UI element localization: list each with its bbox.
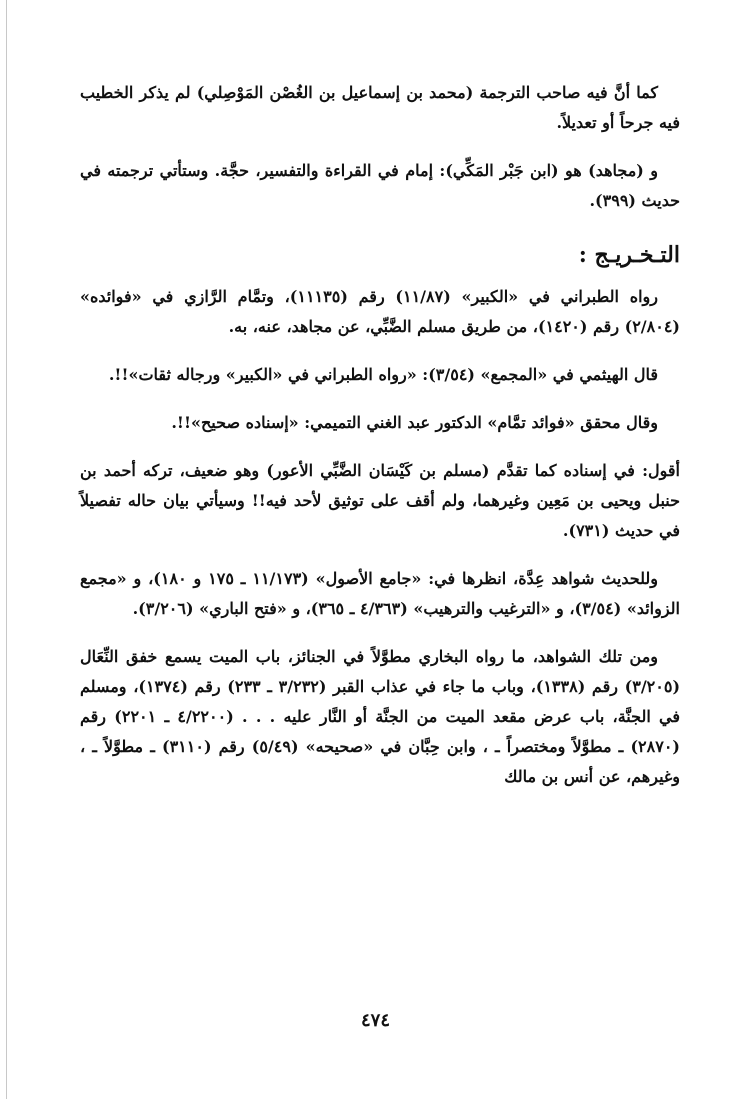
paragraph-5: وقال محقق «فوائد تمَّام» الدكتور عبد الغني التميمي: «إسناده صحيح»!!. [171,413,658,432]
paragraph-3: رواه الطبراني في «الكبير» (١١/٨٧) رقم (١١١٣٥)، وتمَّام الرَّازي في «فوائده» (٢/٨٠٤) رقم (١٤٢٠)، من طريق مسلم الضَّبِّي، عن مجاهد، عنه، به. [80,287,680,336]
paragraph-6: أقول: في إسناده كما تقدَّم (مسلم بن كَيْسَان الضَّبِّي الأعور) وهو ضعيف، تركه أحمد بن حنبل ويحيى بن مَعِين وغيرهما، ولم أقف على توثيق لأحد فيه!! وسيأتي بيان حاله تفصيلاً في حديث (٧٣١). [80,461,680,540]
paragraph-2: و (مجاهد) هو (ابن جَبْر المَكِّي): إمام في القراءة والتفسير، حجَّة. وستأتي ترجمته في حديث (٣٩٩). [80,161,680,210]
page-body [80,78,680,810]
paragraph-8: ومن تلك الشواهد، ما رواه البخاري مطوَّلاً في الجنائز، باب الميت يسمع خفق النِّعَال (٣/٢٠٥) رقم (١٣٣٨)، وباب ما جاء في عذاب القبر (٣/٢٣٢ ـ ٢٣٣) رقم (١٣٧٤)، ومسلم في الجنَّة، باب عرض مقعد الميت من الجنَّة أو النَّار عليه . . . (٤/٢٢٠٠ ـ ٢٢٠١) رقم (٢٨٧٠) ـ مطوَّلاً ومختصراً ـ ، وابن حِبَّان في «صحيحه» (٥/٤٩) رقم (٣١١٠) ـ مطوَّلاً ـ ، وغيرهم، عن أنس بن مالك [80,647,681,786]
page-number: ٤٧٤ [360,1010,390,1031]
paragraph-1: كما أنَّ فيه صاحب الترجمة (محمد بن إسماعيل بن الغُصْن المَوْصِلي) لم يذكر الخطيب فيه جرحاً أو تعديلاً. [80,83,680,132]
paragraph-4: قال الهيثمي في «المجمع» (٣/٥٤): «رواه الطبراني في «الكبير» ورجاله ثقات»!!. [108,365,658,384]
section-heading: التـخـريـج : [578,242,680,268]
paragraph-7: وللحديث شواهد عِدَّة، انظرها في: «جامع الأصول» (١١/١٧٣ ـ ١٧٥ و ١٨٠)، و «مجمع الزوائد» (٣/٥٤)، و «الترغيب والترهيب» (٤/٣٦٣ ـ ٣٦٥)، و «فتح الباري» (٣/٢٠٦). [80,569,680,618]
scan-edge-line [6,0,7,1099]
